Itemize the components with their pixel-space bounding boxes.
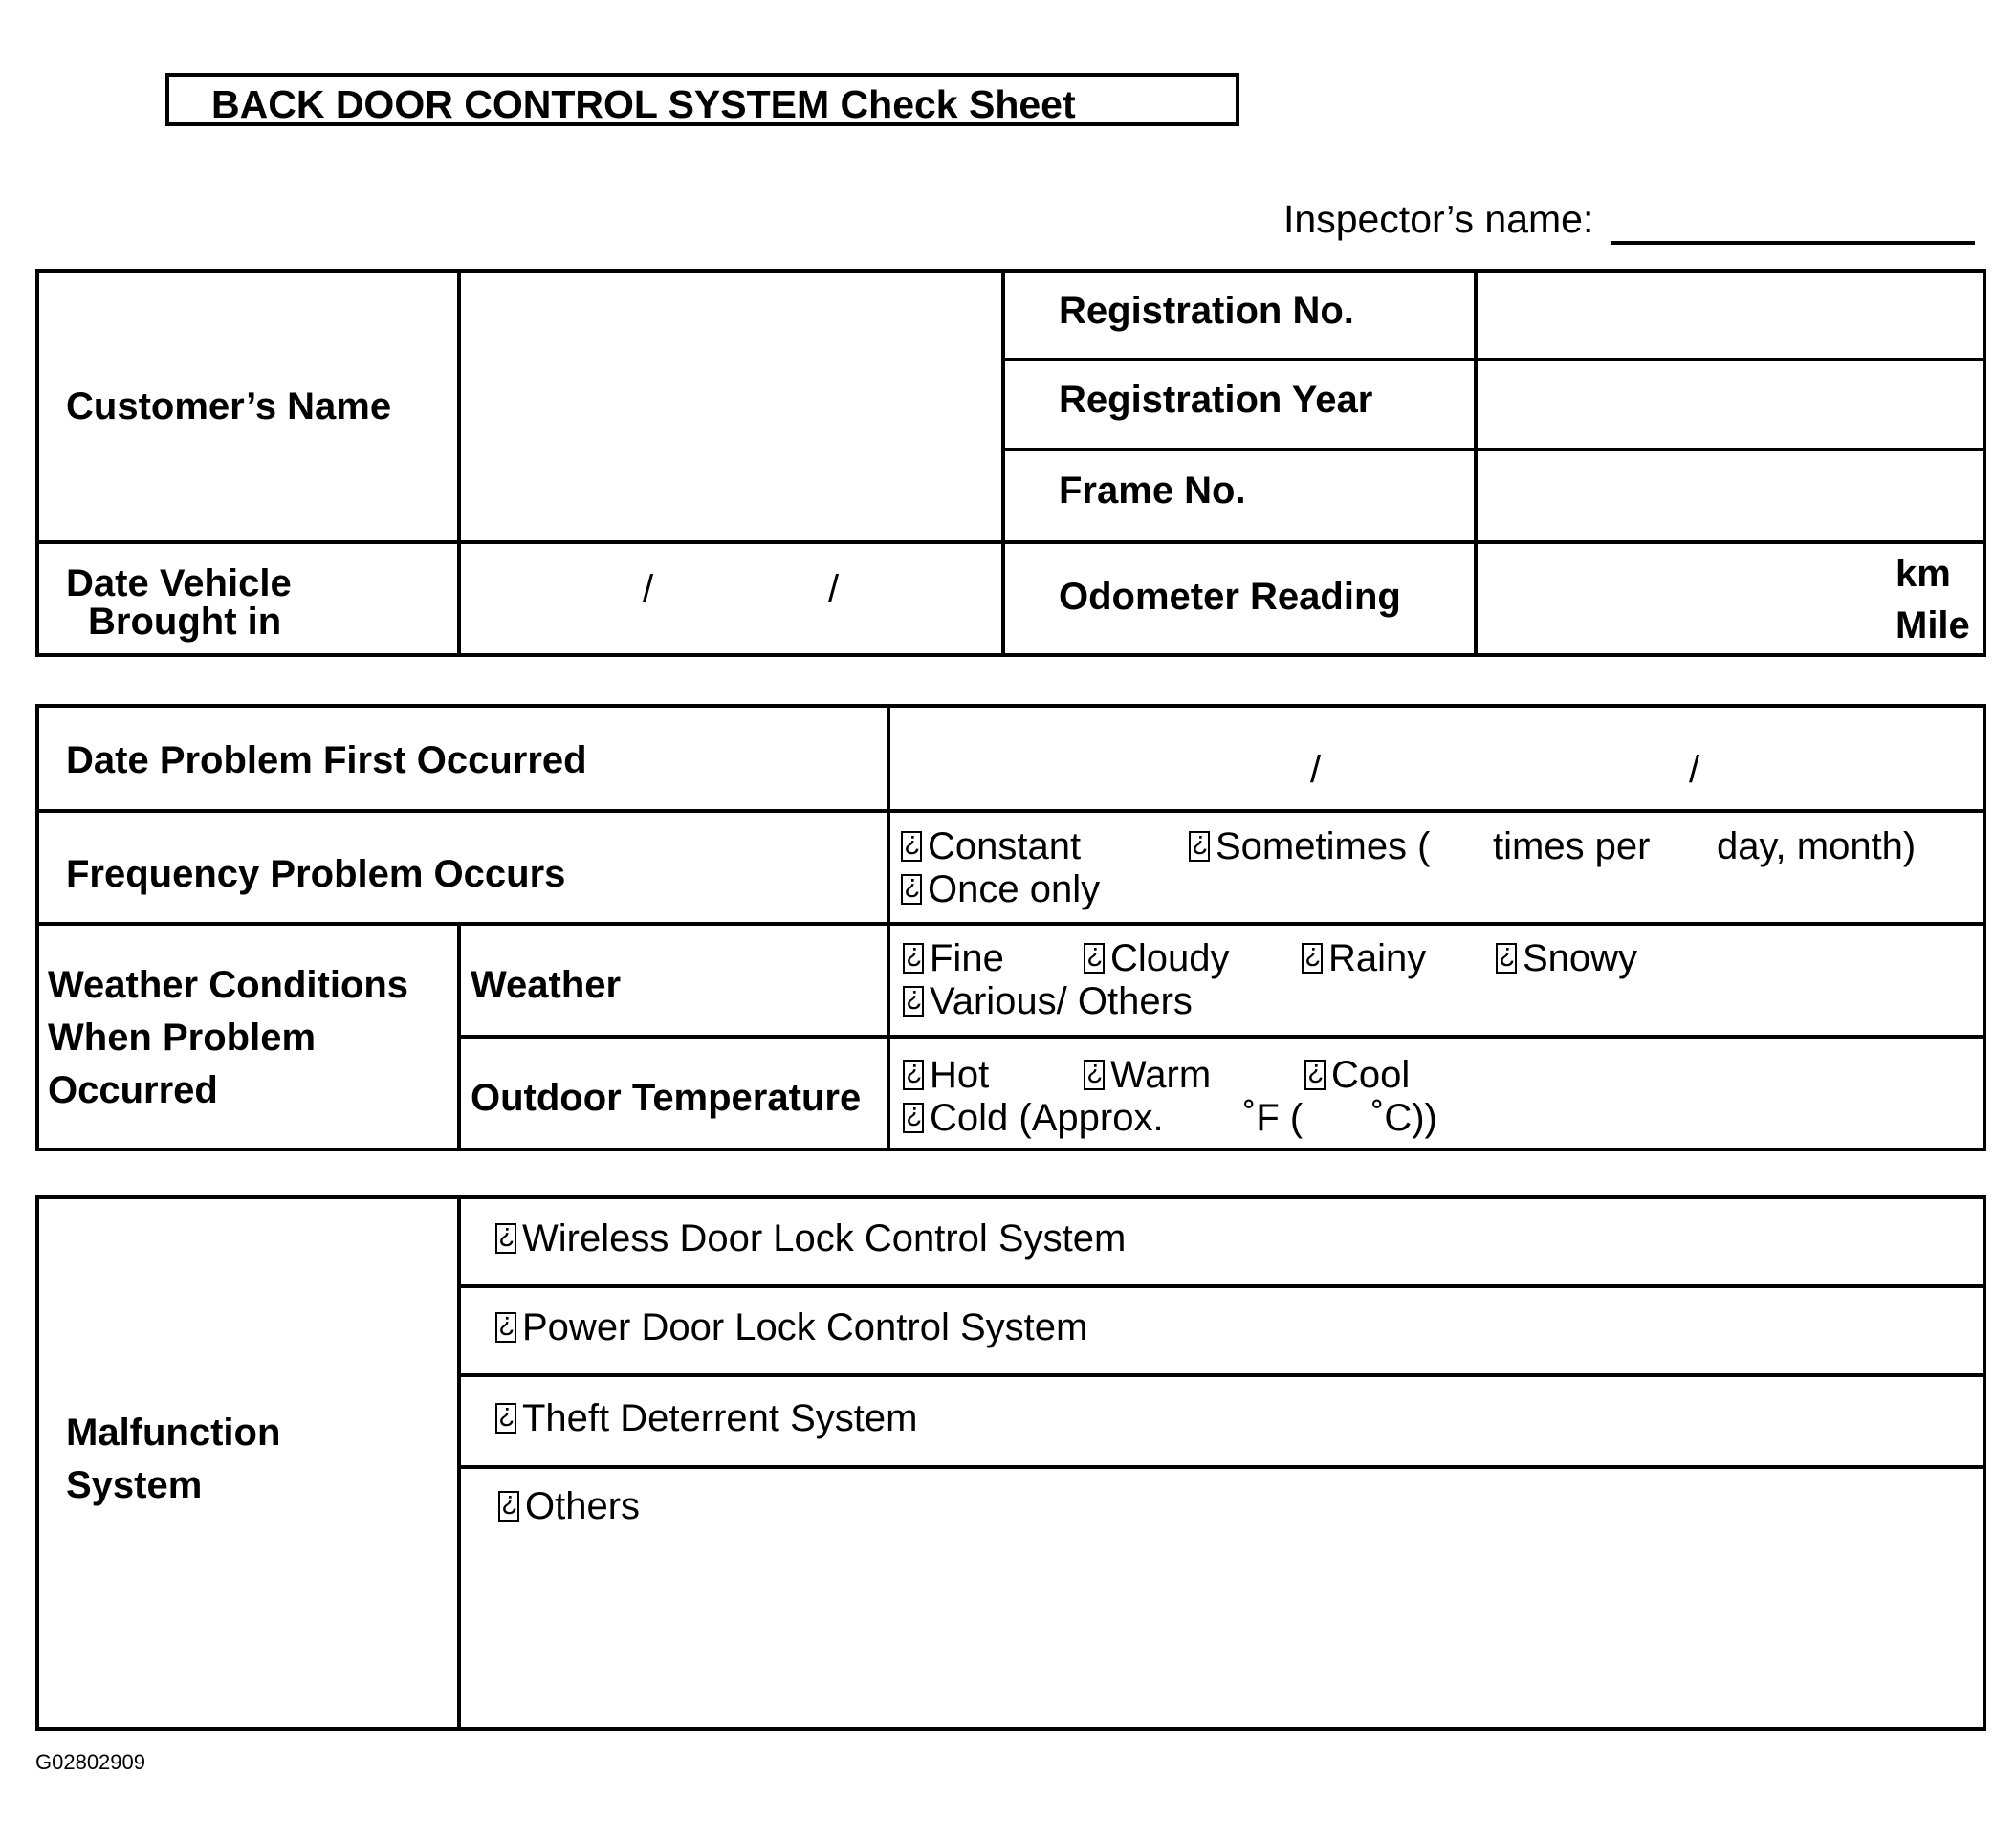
divider: [35, 269, 39, 657]
weather-conditions-label-line1: Weather Conditions: [48, 964, 409, 1006]
divider: [457, 1373, 1986, 1377]
frequency-label: Frequency Problem Occurs: [66, 853, 566, 895]
divider: [1983, 1195, 1986, 1731]
divider: [457, 1195, 461, 1731]
option-fine[interactable]: ?Fine: [903, 939, 1004, 977]
divider: [887, 704, 890, 1151]
checkbox-icon[interactable]: [903, 943, 924, 974]
checkbox-icon[interactable]: [1189, 831, 1210, 862]
frame-no-field[interactable]: [1479, 453, 1981, 538]
weather-conditions-label-line3: Occurred: [48, 1069, 218, 1111]
page-title: BACK DOOR CONTROL SYSTEM Check Sheet: [211, 82, 1076, 126]
date-first-occurred-label: Date Problem First Occurred: [66, 739, 587, 781]
option-cold[interactable]: ?Cold (Approx.: [903, 1099, 1164, 1137]
checkbox-icon[interactable]: [1084, 943, 1105, 974]
checkbox-icon[interactable]: [1304, 1060, 1326, 1090]
customer-name-label: Customer’s Name: [66, 385, 392, 427]
inspector-name-field[interactable]: [1611, 241, 1975, 245]
frame-no-label: Frame No.: [1059, 470, 1246, 512]
divider: [35, 922, 1986, 926]
checkbox-icon[interactable]: [901, 831, 922, 862]
option-others[interactable]: ?Others: [498, 1487, 640, 1525]
option-wireless-door-lock[interactable]: ?Wireless Door Lock Control System: [495, 1219, 1126, 1258]
checkbox-icon[interactable]: [1302, 943, 1323, 974]
divider: [35, 653, 1986, 657]
option-power-door-lock[interactable]: ?Power Door Lock Control System: [495, 1308, 1087, 1347]
divider: [457, 922, 461, 1151]
divider: [457, 1465, 1986, 1469]
divider: [457, 269, 461, 657]
option-various-others[interactable]: ?Various/ Others: [903, 982, 1193, 1020]
weather-conditions-label-line2: When Problem: [48, 1017, 317, 1059]
date-brought-label-line2: Brought in: [88, 601, 282, 643]
customer-name-field[interactable]: [463, 274, 998, 538]
option-cool[interactable]: ? Cool: [1304, 1056, 1410, 1094]
checkbox-icon[interactable]: [903, 1103, 924, 1133]
divider: [457, 1035, 1986, 1039]
divider: [35, 704, 39, 1151]
inspector-label: Inspector’s name:: [1283, 197, 1594, 241]
checkbox-icon[interactable]: [495, 1403, 516, 1434]
registration-no-field[interactable]: [1479, 274, 1981, 357]
checkbox-icon[interactable]: [903, 1060, 924, 1090]
malfunction-label-line1: Malfunction: [66, 1412, 281, 1454]
option-constant[interactable]: ?Constant: [901, 827, 1081, 865]
times-per-text: times per: [1493, 825, 1651, 867]
checkbox-icon[interactable]: [498, 1491, 519, 1522]
date-brought-label-line1: Date Vehicle: [66, 562, 292, 604]
date-separator: /: [1310, 749, 1322, 791]
outdoor-temperature-label: Outdoor Temperature: [471, 1077, 862, 1119]
option-sometimes[interactable]: ? Sometimes (: [1189, 827, 1431, 865]
figure-code: G02802909: [35, 1750, 145, 1774]
date-separator: /: [643, 568, 654, 610]
divider: [457, 1284, 1986, 1288]
divider: [35, 540, 1986, 544]
divider: [35, 809, 1986, 813]
malfunction-label-line2: System: [66, 1464, 203, 1506]
option-theft-deterrent[interactable]: ?Theft Deterrent System: [495, 1399, 917, 1437]
divider: [35, 269, 1986, 273]
checkbox-icon[interactable]: [903, 986, 924, 1017]
celsius-text: ˚C)): [1371, 1097, 1437, 1139]
registration-year-label: Registration Year: [1059, 379, 1373, 421]
option-hot[interactable]: ?Hot: [903, 1056, 989, 1094]
divider: [1001, 448, 1986, 451]
divider: [1983, 269, 1986, 657]
date-separator: /: [828, 568, 840, 610]
option-once-only[interactable]: ?Once only: [901, 870, 1100, 909]
divider: [35, 1195, 39, 1731]
option-warm[interactable]: ? Warm: [1084, 1056, 1211, 1094]
day-month-text: day, month): [1717, 825, 1917, 867]
divider: [1983, 704, 1986, 1151]
divider: [1001, 358, 1986, 361]
registration-no-label: Registration No.: [1059, 290, 1354, 332]
date-separator: /: [1689, 749, 1700, 791]
divider: [35, 1195, 1986, 1199]
unit-mile: Mile: [1895, 604, 1970, 646]
unit-km: km: [1895, 553, 1951, 595]
checkbox-icon[interactable]: [495, 1223, 516, 1254]
option-snowy[interactable]: ? Snowy: [1496, 939, 1637, 977]
registration-year-field[interactable]: [1479, 363, 1981, 446]
divider: [35, 1148, 1986, 1151]
checkbox-icon[interactable]: [495, 1312, 516, 1343]
checkbox-icon[interactable]: [901, 874, 922, 905]
option-cloudy[interactable]: ? Cloudy: [1084, 939, 1230, 977]
fahrenheit-text: ˚F (: [1243, 1097, 1304, 1139]
title-box: [165, 73, 1239, 126]
divider: [1001, 269, 1005, 657]
divider: [35, 704, 1986, 708]
option-rainy[interactable]: ? Rainy: [1302, 939, 1426, 977]
checkbox-icon[interactable]: [1084, 1060, 1105, 1090]
odometer-label: Odometer Reading: [1059, 576, 1401, 618]
divider: [35, 1727, 1986, 1731]
weather-label: Weather: [471, 964, 622, 1006]
checkbox-icon[interactable]: [1496, 943, 1517, 974]
divider: [1474, 269, 1478, 657]
